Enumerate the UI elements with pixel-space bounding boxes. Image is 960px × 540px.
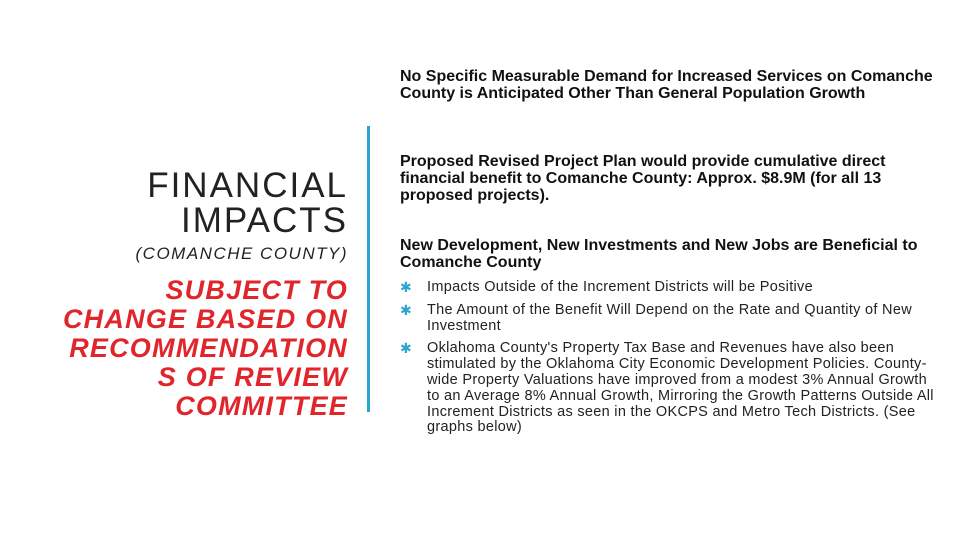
warning-line: COMMITTEE <box>175 391 348 421</box>
vertical-divider <box>367 126 370 412</box>
title-line-2: IMPACTS <box>181 201 348 240</box>
asterisk-bullet-icon: ✱ <box>400 340 413 357</box>
paragraph-benefit: Proposed Revised Project Plan would provide cumulative direct financial benefit to Comanche County: Approx. $8.9M (for all 13 proposed projects). <box>400 153 886 204</box>
bullet-item <box>400 303 940 335</box>
paragraph-development: New Development, New Investments and New Jobs are Beneficial to Comanche County <box>400 237 918 271</box>
slide-subtitle: (COMANCHE COUNTY) <box>135 244 348 263</box>
bullet-text: Oklahoma County's Property Tax Base and Revenues have also been stimulated by the Oklahoma City Economic Development Policies. County-wide Property Valuations have improved from a modest 3% Annual Growth to an Average 8% Annual Growth, Mirroring the Growth Patterns Outside All Increment Districts as seen in the OKCPS and Metro Tech Districts. (See graphs below) <box>427 340 934 436</box>
warning-line: CHANGE BASED ON <box>62 304 348 334</box>
bullet-list <box>400 280 940 443</box>
asterisk-bullet-icon: ✱ <box>400 301 413 318</box>
bullet-item <box>400 280 940 296</box>
warning-line: S OF REVIEW <box>157 362 348 392</box>
slide-title <box>136 168 349 238</box>
title-line-1: FINANCIAL <box>147 166 348 205</box>
asterisk-bullet-icon: ✱ <box>400 279 413 295</box>
paragraph-demand: No Specific Measurable Demand for Increased Services on Comanche County is Anticipated Other Than General Population Growth <box>400 68 933 102</box>
slide-title-block <box>136 168 349 264</box>
warning-line: RECOMMENDATION <box>69 333 348 363</box>
warning-note <box>8 276 348 421</box>
bullet-item <box>400 341 940 436</box>
bullet-text: The Amount of the Benefit Will Depend on the Rate and Quantity of New Investment <box>427 301 912 334</box>
warning-line: SUBJECT TO <box>165 275 348 305</box>
bullet-text: Impacts Outside of the Increment Districts will be Positive <box>427 279 813 295</box>
